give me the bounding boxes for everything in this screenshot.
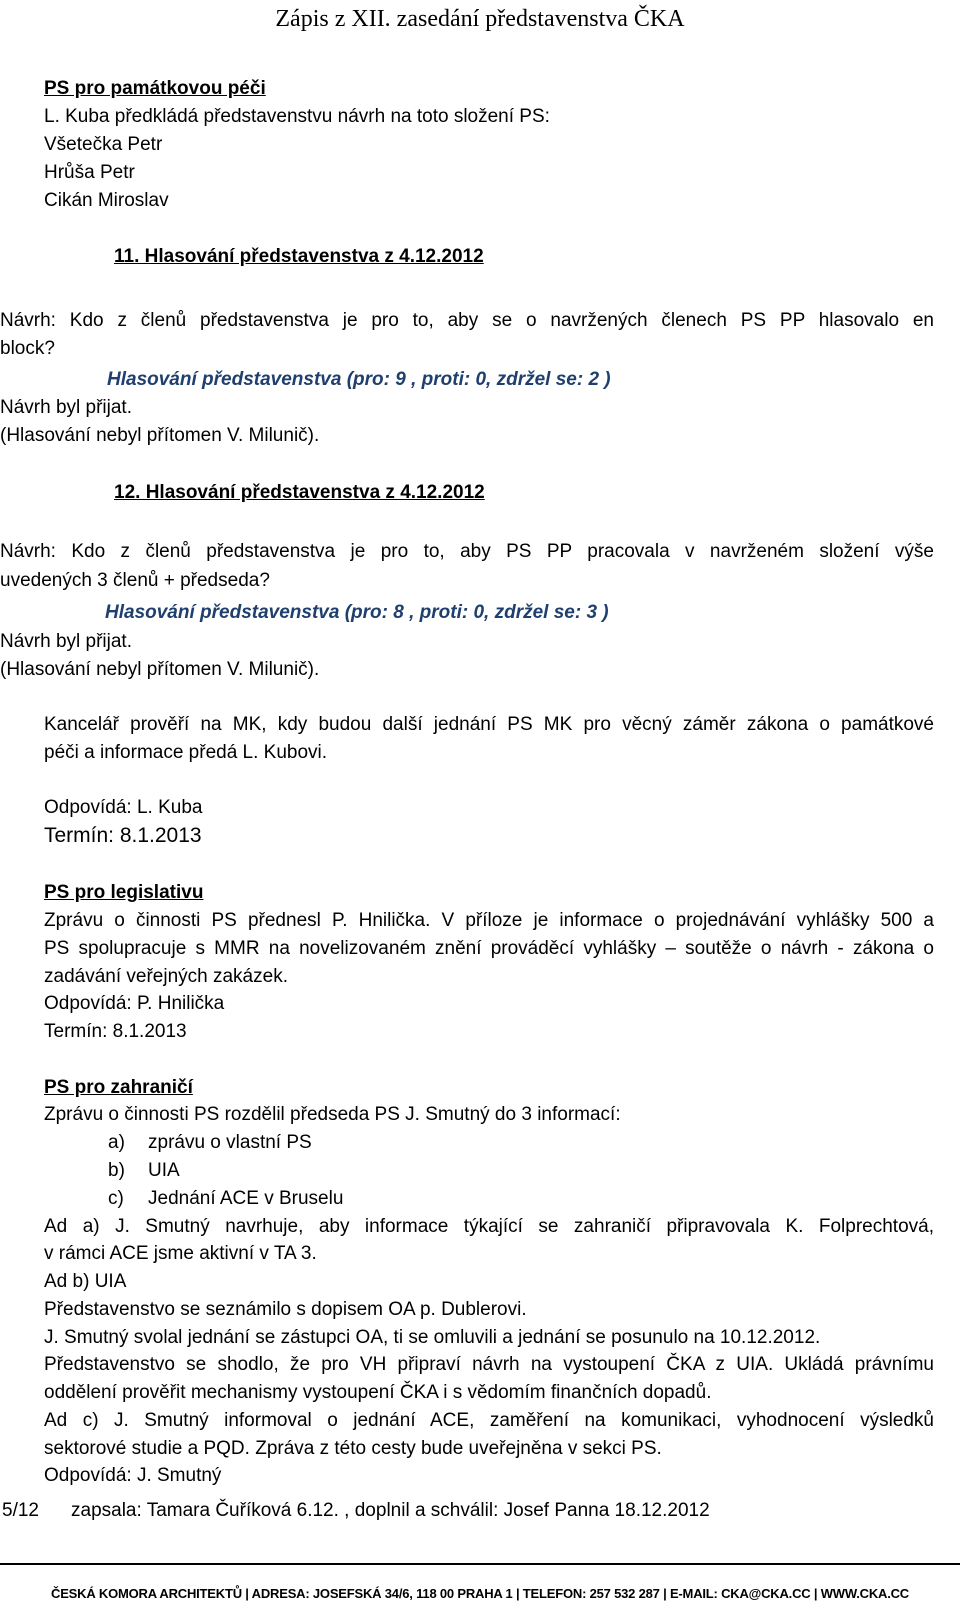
kancelar-text: Kancelář prověří na MK, kdy budou další jednání PS MK pro věcný záměr zákona o památkové xyxy=(44,714,934,735)
vote-11-result: Hlasování představenstva (pro: 9 , proti: 0, zdržel se: 2 ) xyxy=(107,369,611,390)
kancelar-deadline: Termín: 8.1.2013 xyxy=(44,824,202,847)
ad-b-heading: Ad b) UIA xyxy=(44,1271,127,1292)
zahranici-paragraph: J. Smutný svolal jednání se zástupci OA, ti se omluvili a jednání se posunulo na 10.12.2012. xyxy=(44,1327,821,1348)
list-item-marker: c) xyxy=(108,1188,124,1209)
ad-c-text-cont: sektorové studie a PQD. Zpráva z této cesty bude uveřejněna v sekci PS. xyxy=(44,1438,662,1459)
vote-12-accepted: Návrh byl přijat. xyxy=(0,631,132,652)
legislativa-text: Zprávu o činnosti PS přednesl P. Hnilička. V příloze je informace o projednávání vyhlášky 500 a xyxy=(44,910,934,931)
list-item-marker: b) xyxy=(108,1160,125,1181)
section-heading-pamatky: PS pro památkovou péči xyxy=(44,78,266,99)
legislativa-text-end: zadávání veřejných zakázek. xyxy=(44,966,288,987)
pamatky-intro: L. Kuba předkládá představenstvu návrh na toto složení PS: xyxy=(44,106,550,127)
zahranici-paragraph-cont: oddělení prověřit mechanismy vystoupení ČKA i s vědomím finančních dopadů. xyxy=(44,1382,712,1403)
vote-12-heading: 12. Hlasování představenstva z 4.12.2012 xyxy=(114,482,485,503)
zahranici-intro: Zprávu o činnosti PS rozdělil předseda PS J. Smutný do 3 informací: xyxy=(44,1104,621,1125)
list-item: UIA xyxy=(148,1160,180,1181)
vote-11-proposal: Návrh: Kdo z členů představenstva je pro to, aby se o navržených členech PS PP hlasovalo en xyxy=(0,310,934,331)
page-number: 5/12 xyxy=(2,1500,39,1521)
member-name: Všetečka Petr xyxy=(44,134,163,155)
list-item-marker: a) xyxy=(108,1132,125,1153)
legislativa-deadline: Termín: 8.1.2013 xyxy=(44,1021,187,1042)
vote-12-proposal: Návrh: Kdo z členů představenstva je pro to, aby PS PP pracovala v navrženém složení výše xyxy=(0,541,934,562)
section-heading-legislativa: PS pro legislativu xyxy=(44,882,204,903)
vote-11-note: (Hlasování nebyl přítomen V. Milunič). xyxy=(0,425,320,446)
vote-11-accepted: Návrh byl přijat. xyxy=(0,397,132,418)
legislativa-responsible: Odpovídá: P. Hnilička xyxy=(44,993,225,1014)
kancelar-responsible: Odpovídá: L. Kuba xyxy=(44,797,203,818)
vote-11-proposal-cont: block? xyxy=(0,338,55,359)
ad-a-text: Ad a) J. Smutný navrhuje, aby informace týkající se zahraničí připravovala K. Folprechtová, xyxy=(44,1216,934,1237)
zahranici-responsible: Odpovídá: J. Smutný xyxy=(44,1465,222,1486)
vote-12-note: (Hlasování nebyl přítomen V. Milunič). xyxy=(0,659,320,680)
section-heading-zahranici: PS pro zahraničí xyxy=(44,1077,193,1098)
kancelar-text-cont: péči a informace předá L. Kubovi. xyxy=(44,742,328,763)
member-name: Hrůša Petr xyxy=(44,162,135,183)
vote-12-proposal-cont: uvedených 3 členů + předseda? xyxy=(0,570,270,591)
ad-a-text-cont: v rámci ACE jsme aktivní v TA 3. xyxy=(44,1243,317,1264)
vote-11-heading: 11. Hlasování představenstva z 4.12.2012 xyxy=(114,246,484,267)
ad-c-text: Ad c) J. Smutný informoval o jednání ACE, zaměření na komunikaci, vyhodnocení výsledků xyxy=(44,1410,934,1431)
footer-divider xyxy=(0,1563,960,1565)
zahranici-paragraph: Představenstvo se shodlo, že pro VH připraví návrh na vystoupení ČKA z UIA. Ukládá právnímu xyxy=(44,1354,934,1375)
vote-12-result: Hlasování představenstva (pro: 8 , proti: 0, zdržel se: 3 ) xyxy=(105,602,609,623)
page-header-title: Zápis z XII. zasedání představenstva ČKA xyxy=(275,6,685,32)
footer-address: ČESKÁ KOMORA ARCHITEKTŮ | ADRESA: JOSEFSKÁ 34/6, 118 00 PRAHA 1 | TELEFON: 257 532 287 | E-MAIL: CKA@CKA.CC | WWW.CKA.CC xyxy=(51,1586,909,1601)
legislativa-text-cont: PS spolupracuje s MMR na novelizovaném znění prováděcí vyhlášky – soutěže o návrh - zákona o xyxy=(44,938,934,959)
member-name: Cikán Miroslav xyxy=(44,190,169,211)
zahranici-paragraph: Představenstvo se seznámilo s dopisem OA p. Dublerovi. xyxy=(44,1299,527,1320)
list-item: Jednání ACE v Bruselu xyxy=(148,1188,344,1209)
list-item: zprávu o vlastní PS xyxy=(148,1132,312,1153)
footer-recorded-by: zapsala: Tamara Čuříková 6.12. , doplnil a schválil: Josef Panna 18.12.2012 xyxy=(71,1500,710,1521)
